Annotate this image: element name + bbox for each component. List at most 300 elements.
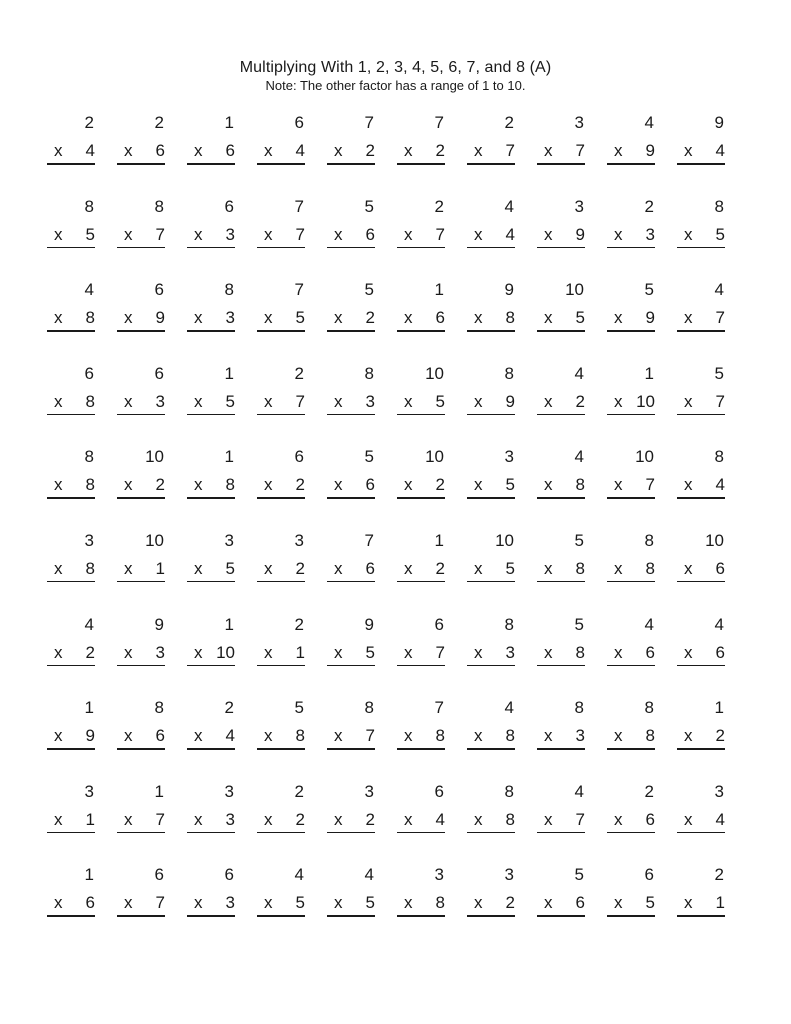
bottom-factor: 7: [575, 141, 585, 160]
multiplication-problem: [116, 446, 186, 530]
top-factor: 7: [434, 698, 444, 718]
answer-line: [677, 330, 725, 332]
answer-line: [47, 832, 95, 834]
multiply-sign: x: [54, 809, 63, 829]
bottom-factor: 9: [85, 726, 95, 746]
answer-line: [537, 915, 585, 917]
top-factor: 1: [224, 363, 234, 383]
multiplication-problem: [256, 279, 326, 363]
bottom-factor: 9: [645, 308, 655, 328]
multiply-sign: x: [194, 308, 203, 328]
multiply-sign: x: [614, 391, 623, 411]
multiply-sign: x: [684, 893, 693, 913]
multiply-sign: x: [54, 726, 63, 746]
multiplication-problem: [326, 530, 396, 614]
multiplication-problem: [466, 279, 536, 363]
answer-line: [257, 832, 305, 834]
multiplication-problem: [536, 697, 606, 781]
multiplication-problem: [116, 781, 186, 865]
multiply-sign: x: [334, 391, 343, 411]
multiply-sign: x: [334, 893, 343, 913]
bottom-factor: 4: [435, 809, 445, 829]
answer-line: [607, 163, 655, 165]
bottom-factor: 6: [715, 558, 725, 578]
multiply-sign: x: [124, 475, 133, 495]
multiply-sign: x: [404, 726, 413, 746]
bottom-factor: 5: [85, 224, 95, 244]
top-factor: 5: [574, 530, 584, 550]
multiply-sign: x: [614, 475, 623, 495]
top-factor: 1: [224, 447, 234, 467]
bottom-factor: 7: [295, 391, 305, 411]
top-factor: 3: [574, 196, 584, 216]
top-factor: 2: [504, 113, 514, 132]
multiply-sign: x: [614, 726, 623, 746]
bottom-factor: 8: [435, 726, 445, 746]
multiply-sign: x: [614, 809, 623, 829]
top-factor: 6: [644, 865, 654, 885]
bottom-factor: 1: [155, 558, 165, 578]
multiplication-problem: [606, 530, 676, 614]
multiply-sign: x: [474, 141, 483, 160]
bottom-factor: 8: [85, 475, 95, 495]
multiplication-problem: [116, 363, 186, 447]
top-factor: 4: [714, 280, 724, 300]
top-factor: 8: [364, 698, 374, 718]
multiply-sign: x: [334, 475, 343, 495]
answer-line: [327, 581, 375, 583]
top-factor: 4: [644, 614, 654, 634]
answer-line: [467, 832, 515, 834]
multiplication-problem: [466, 112, 536, 196]
answer-line: [537, 497, 585, 499]
multiply-sign: x: [334, 224, 343, 244]
multiplication-problem: [256, 363, 326, 447]
answer-line: [187, 665, 235, 667]
multiplication-problem: [536, 279, 606, 363]
multiply-sign: x: [544, 475, 553, 495]
multiplication-problem: [676, 530, 746, 614]
multiply-sign: x: [404, 141, 413, 160]
answer-line: [327, 665, 375, 667]
bottom-factor: 5: [645, 893, 655, 913]
answer-line: [537, 665, 585, 667]
multiply-sign: x: [404, 224, 413, 244]
multiplication-problem: [186, 781, 256, 865]
answer-line: [47, 581, 95, 583]
multiplication-problem: [256, 614, 326, 698]
bottom-factor: 6: [155, 726, 165, 746]
problem-grid: [46, 112, 746, 948]
multiply-sign: x: [404, 308, 413, 328]
multiplication-problem: [256, 781, 326, 865]
multiply-sign: x: [264, 809, 273, 829]
answer-line: [257, 497, 305, 499]
top-factor: 10: [425, 447, 444, 467]
multiply-sign: x: [544, 893, 553, 913]
multiply-sign: x: [264, 726, 273, 746]
bottom-factor: 5: [365, 893, 375, 913]
multiply-sign: x: [334, 809, 343, 829]
multiplication-problem: [676, 196, 746, 280]
multiplication-problem: [676, 614, 746, 698]
multiplication-problem: [46, 614, 116, 698]
answer-line: [257, 330, 305, 332]
bottom-factor: 3: [575, 726, 585, 746]
top-factor: 6: [154, 363, 164, 383]
top-factor: 8: [364, 363, 374, 383]
bottom-factor: 3: [155, 391, 165, 411]
answer-line: [187, 832, 235, 834]
answer-line: [397, 247, 445, 249]
bottom-factor: 4: [715, 141, 725, 160]
bottom-factor: 3: [225, 893, 235, 913]
bottom-factor: 1: [85, 809, 95, 829]
top-factor: 4: [84, 280, 94, 300]
multiplication-problem: [256, 530, 326, 614]
answer-line: [117, 330, 165, 332]
top-factor: 9: [504, 280, 514, 300]
top-factor: 1: [434, 280, 444, 300]
multiply-sign: x: [544, 308, 553, 328]
multiply-sign: x: [614, 141, 623, 160]
multiplication-problem: [396, 279, 466, 363]
problem-row: [46, 279, 746, 363]
multiplication-problem: [46, 279, 116, 363]
answer-line: [397, 163, 445, 165]
multiply-sign: x: [194, 558, 203, 578]
multiply-sign: x: [544, 558, 553, 578]
bottom-factor: 8: [645, 726, 655, 746]
bottom-factor: 4: [85, 141, 95, 160]
answer-line: [537, 414, 585, 416]
bottom-factor: 5: [295, 893, 305, 913]
bottom-factor: 7: [155, 893, 165, 913]
bottom-factor: 2: [715, 726, 725, 746]
bottom-factor: 8: [85, 558, 95, 578]
answer-line: [187, 497, 235, 499]
multiplication-problem: [466, 614, 536, 698]
answer-line: [607, 665, 655, 667]
top-factor: 6: [294, 113, 304, 132]
top-factor: 5: [364, 280, 374, 300]
answer-line: [467, 497, 515, 499]
top-factor: 6: [154, 280, 164, 300]
top-factor: 6: [434, 614, 444, 634]
multiply-sign: x: [124, 224, 133, 244]
answer-line: [187, 163, 235, 165]
top-factor: 3: [84, 530, 94, 550]
multiply-sign: x: [404, 893, 413, 913]
multiply-sign: x: [264, 391, 273, 411]
top-factor: 8: [224, 280, 234, 300]
multiply-sign: x: [474, 391, 483, 411]
answer-line: [607, 247, 655, 249]
answer-line: [537, 163, 585, 165]
top-factor: 8: [644, 530, 654, 550]
bottom-factor: 6: [365, 475, 375, 495]
bottom-factor: 8: [85, 308, 95, 328]
top-factor: 8: [154, 196, 164, 216]
answer-line: [117, 748, 165, 750]
bottom-factor: 2: [295, 809, 305, 829]
multiplication-problem: [46, 363, 116, 447]
bottom-factor: 8: [85, 391, 95, 411]
bottom-factor: 5: [505, 558, 515, 578]
multiply-sign: x: [334, 141, 343, 160]
bottom-factor: 6: [365, 224, 375, 244]
bottom-factor: 8: [225, 475, 235, 495]
answer-line: [607, 330, 655, 332]
top-factor: 1: [84, 865, 94, 885]
multiplication-problem: [396, 614, 466, 698]
answer-line: [117, 665, 165, 667]
answer-line: [677, 665, 725, 667]
top-factor: 8: [504, 363, 514, 383]
multiply-sign: x: [614, 558, 623, 578]
multiply-sign: x: [684, 391, 693, 411]
multiply-sign: x: [474, 726, 483, 746]
multiplication-problem: [676, 864, 746, 948]
bottom-factor: 7: [435, 642, 445, 662]
multiply-sign: x: [124, 391, 133, 411]
multiply-sign: x: [194, 893, 203, 913]
top-factor: 5: [294, 698, 304, 718]
bottom-factor: 2: [435, 558, 445, 578]
answer-line: [47, 247, 95, 249]
answer-line: [537, 581, 585, 583]
bottom-factor: 7: [155, 809, 165, 829]
bottom-factor: 7: [435, 224, 445, 244]
bottom-factor: 6: [225, 141, 235, 160]
answer-line: [397, 915, 445, 917]
answer-line: [257, 247, 305, 249]
bottom-factor: 3: [505, 642, 515, 662]
multiplication-problem: [186, 697, 256, 781]
problem-row: [46, 697, 746, 781]
multiplication-problem: [396, 697, 466, 781]
multiply-sign: x: [124, 726, 133, 746]
answer-line: [397, 414, 445, 416]
multiplication-problem: [46, 864, 116, 948]
bottom-factor: 5: [435, 391, 445, 411]
multiplication-problem: [326, 614, 396, 698]
bottom-factor: 9: [505, 391, 515, 411]
multiplication-problem: [326, 112, 396, 196]
multiplication-problem: [186, 446, 256, 530]
answer-line: [47, 497, 95, 499]
answer-line: [257, 163, 305, 165]
multiply-sign: x: [264, 642, 273, 662]
top-factor: 2: [434, 196, 444, 216]
bottom-factor: 8: [505, 726, 515, 746]
bottom-factor: 2: [295, 475, 305, 495]
bottom-factor: 5: [715, 224, 725, 244]
top-factor: 2: [294, 781, 304, 801]
multiplication-problem: [466, 864, 536, 948]
multiply-sign: x: [124, 558, 133, 578]
multiplication-problem: [466, 781, 536, 865]
multiplication-problem: [116, 196, 186, 280]
top-factor: 5: [364, 447, 374, 467]
top-factor: 3: [434, 865, 444, 885]
problem-row: [46, 864, 746, 948]
answer-line: [257, 581, 305, 583]
multiplication-problem: [396, 446, 466, 530]
top-factor: 2: [294, 363, 304, 383]
bottom-factor: 2: [295, 558, 305, 578]
top-factor: 6: [294, 447, 304, 467]
top-factor: 5: [574, 614, 584, 634]
top-factor: 4: [504, 698, 514, 718]
worksheet-title: Multiplying With 1, 2, 3, 4, 5, 6, 7, and 8 (A): [239, 59, 552, 76]
top-factor: 4: [294, 865, 304, 885]
answer-line: [187, 581, 235, 583]
answer-line: [467, 581, 515, 583]
bottom-factor: 7: [645, 475, 655, 495]
bottom-factor: 8: [575, 642, 585, 662]
answer-line: [47, 163, 95, 165]
bottom-factor: 7: [715, 391, 725, 411]
multiply-sign: x: [264, 893, 273, 913]
multiplication-problem: [326, 196, 396, 280]
answer-line: [537, 832, 585, 834]
multiplication-problem: [186, 112, 256, 196]
top-factor: 2: [294, 614, 304, 634]
multiply-sign: x: [684, 642, 693, 662]
multiply-sign: x: [194, 224, 203, 244]
multiply-sign: x: [684, 141, 693, 160]
multiply-sign: x: [54, 391, 63, 411]
multiply-sign: x: [544, 726, 553, 746]
top-factor: 7: [434, 113, 444, 132]
bottom-factor: 7: [505, 141, 515, 160]
bottom-factor: 3: [225, 224, 235, 244]
top-factor: 8: [574, 698, 584, 718]
multiplication-problem: [396, 196, 466, 280]
top-factor: 5: [364, 196, 374, 216]
worksheet-note: Note: The other factor has a range of 1 to 10.: [265, 78, 526, 93]
multiply-sign: x: [54, 141, 63, 160]
bottom-factor: 3: [225, 308, 235, 328]
top-factor: 6: [434, 781, 444, 801]
answer-line: [397, 748, 445, 750]
multiplication-problem: [466, 697, 536, 781]
multiply-sign: x: [614, 893, 623, 913]
answer-line: [397, 497, 445, 499]
answer-line: [677, 497, 725, 499]
answer-line: [467, 163, 515, 165]
multiply-sign: x: [684, 726, 693, 746]
top-factor: 6: [84, 363, 94, 383]
bottom-factor: 4: [505, 224, 515, 244]
problem-row: [46, 446, 746, 530]
multiplication-problem: [606, 196, 676, 280]
bottom-factor: 1: [715, 893, 725, 913]
multiplication-problem: [256, 864, 326, 948]
answer-line: [257, 414, 305, 416]
multiply-sign: x: [474, 224, 483, 244]
answer-line: [117, 497, 165, 499]
multiplication-problem: [536, 530, 606, 614]
top-factor: 4: [364, 865, 374, 885]
multiplication-problem: [116, 279, 186, 363]
answer-line: [467, 665, 515, 667]
multiply-sign: x: [264, 308, 273, 328]
answer-line: [397, 665, 445, 667]
multiplication-problem: [396, 112, 466, 196]
worksheet-header: [0, 58, 791, 94]
multiplication-problem: [676, 112, 746, 196]
top-factor: 1: [434, 530, 444, 550]
bottom-factor: 8: [575, 558, 585, 578]
multiplication-problem: [536, 781, 606, 865]
multiplication-problem: [606, 781, 676, 865]
bottom-factor: 6: [575, 893, 585, 913]
multiply-sign: x: [54, 893, 63, 913]
multiplication-problem: [536, 363, 606, 447]
bottom-factor: 8: [505, 809, 515, 829]
bottom-factor: 2: [365, 308, 375, 328]
top-factor: 6: [224, 196, 234, 216]
top-factor: 5: [644, 280, 654, 300]
top-factor: 8: [714, 447, 724, 467]
bottom-factor: 5: [505, 475, 515, 495]
answer-line: [257, 665, 305, 667]
multiplication-problem: [186, 279, 256, 363]
top-factor: 10: [565, 280, 584, 300]
multiply-sign: x: [54, 308, 63, 328]
multiply-sign: x: [614, 308, 623, 328]
multiplication-problem: [466, 446, 536, 530]
top-factor: 1: [224, 113, 234, 132]
top-factor: 2: [154, 113, 164, 132]
top-factor: 4: [504, 196, 514, 216]
multiplication-problem: [256, 112, 326, 196]
bottom-factor: 6: [645, 642, 655, 662]
multiply-sign: x: [334, 726, 343, 746]
multiplication-problem: [536, 112, 606, 196]
answer-line: [47, 330, 95, 332]
top-factor: 3: [574, 113, 584, 132]
multiplication-problem: [606, 697, 676, 781]
answer-line: [327, 414, 375, 416]
multiplication-problem: [46, 112, 116, 196]
top-factor: 2: [644, 781, 654, 801]
bottom-factor: 2: [505, 893, 515, 913]
multiplication-problem: [326, 697, 396, 781]
answer-line: [607, 581, 655, 583]
answer-line: [397, 581, 445, 583]
multiply-sign: x: [404, 391, 413, 411]
bottom-factor: 6: [645, 809, 655, 829]
top-factor: 10: [145, 447, 164, 467]
top-factor: 3: [504, 865, 514, 885]
multiplication-problem: [466, 196, 536, 280]
answer-line: [117, 414, 165, 416]
bottom-factor: 1: [295, 642, 305, 662]
top-factor: 3: [714, 781, 724, 801]
answer-line: [47, 748, 95, 750]
problem-row: [46, 112, 746, 196]
multiply-sign: x: [54, 558, 63, 578]
top-factor: 5: [714, 363, 724, 383]
multiplication-problem: [606, 864, 676, 948]
multiplication-problem: [326, 781, 396, 865]
answer-line: [327, 915, 375, 917]
multiply-sign: x: [404, 642, 413, 662]
top-factor: 9: [154, 614, 164, 634]
